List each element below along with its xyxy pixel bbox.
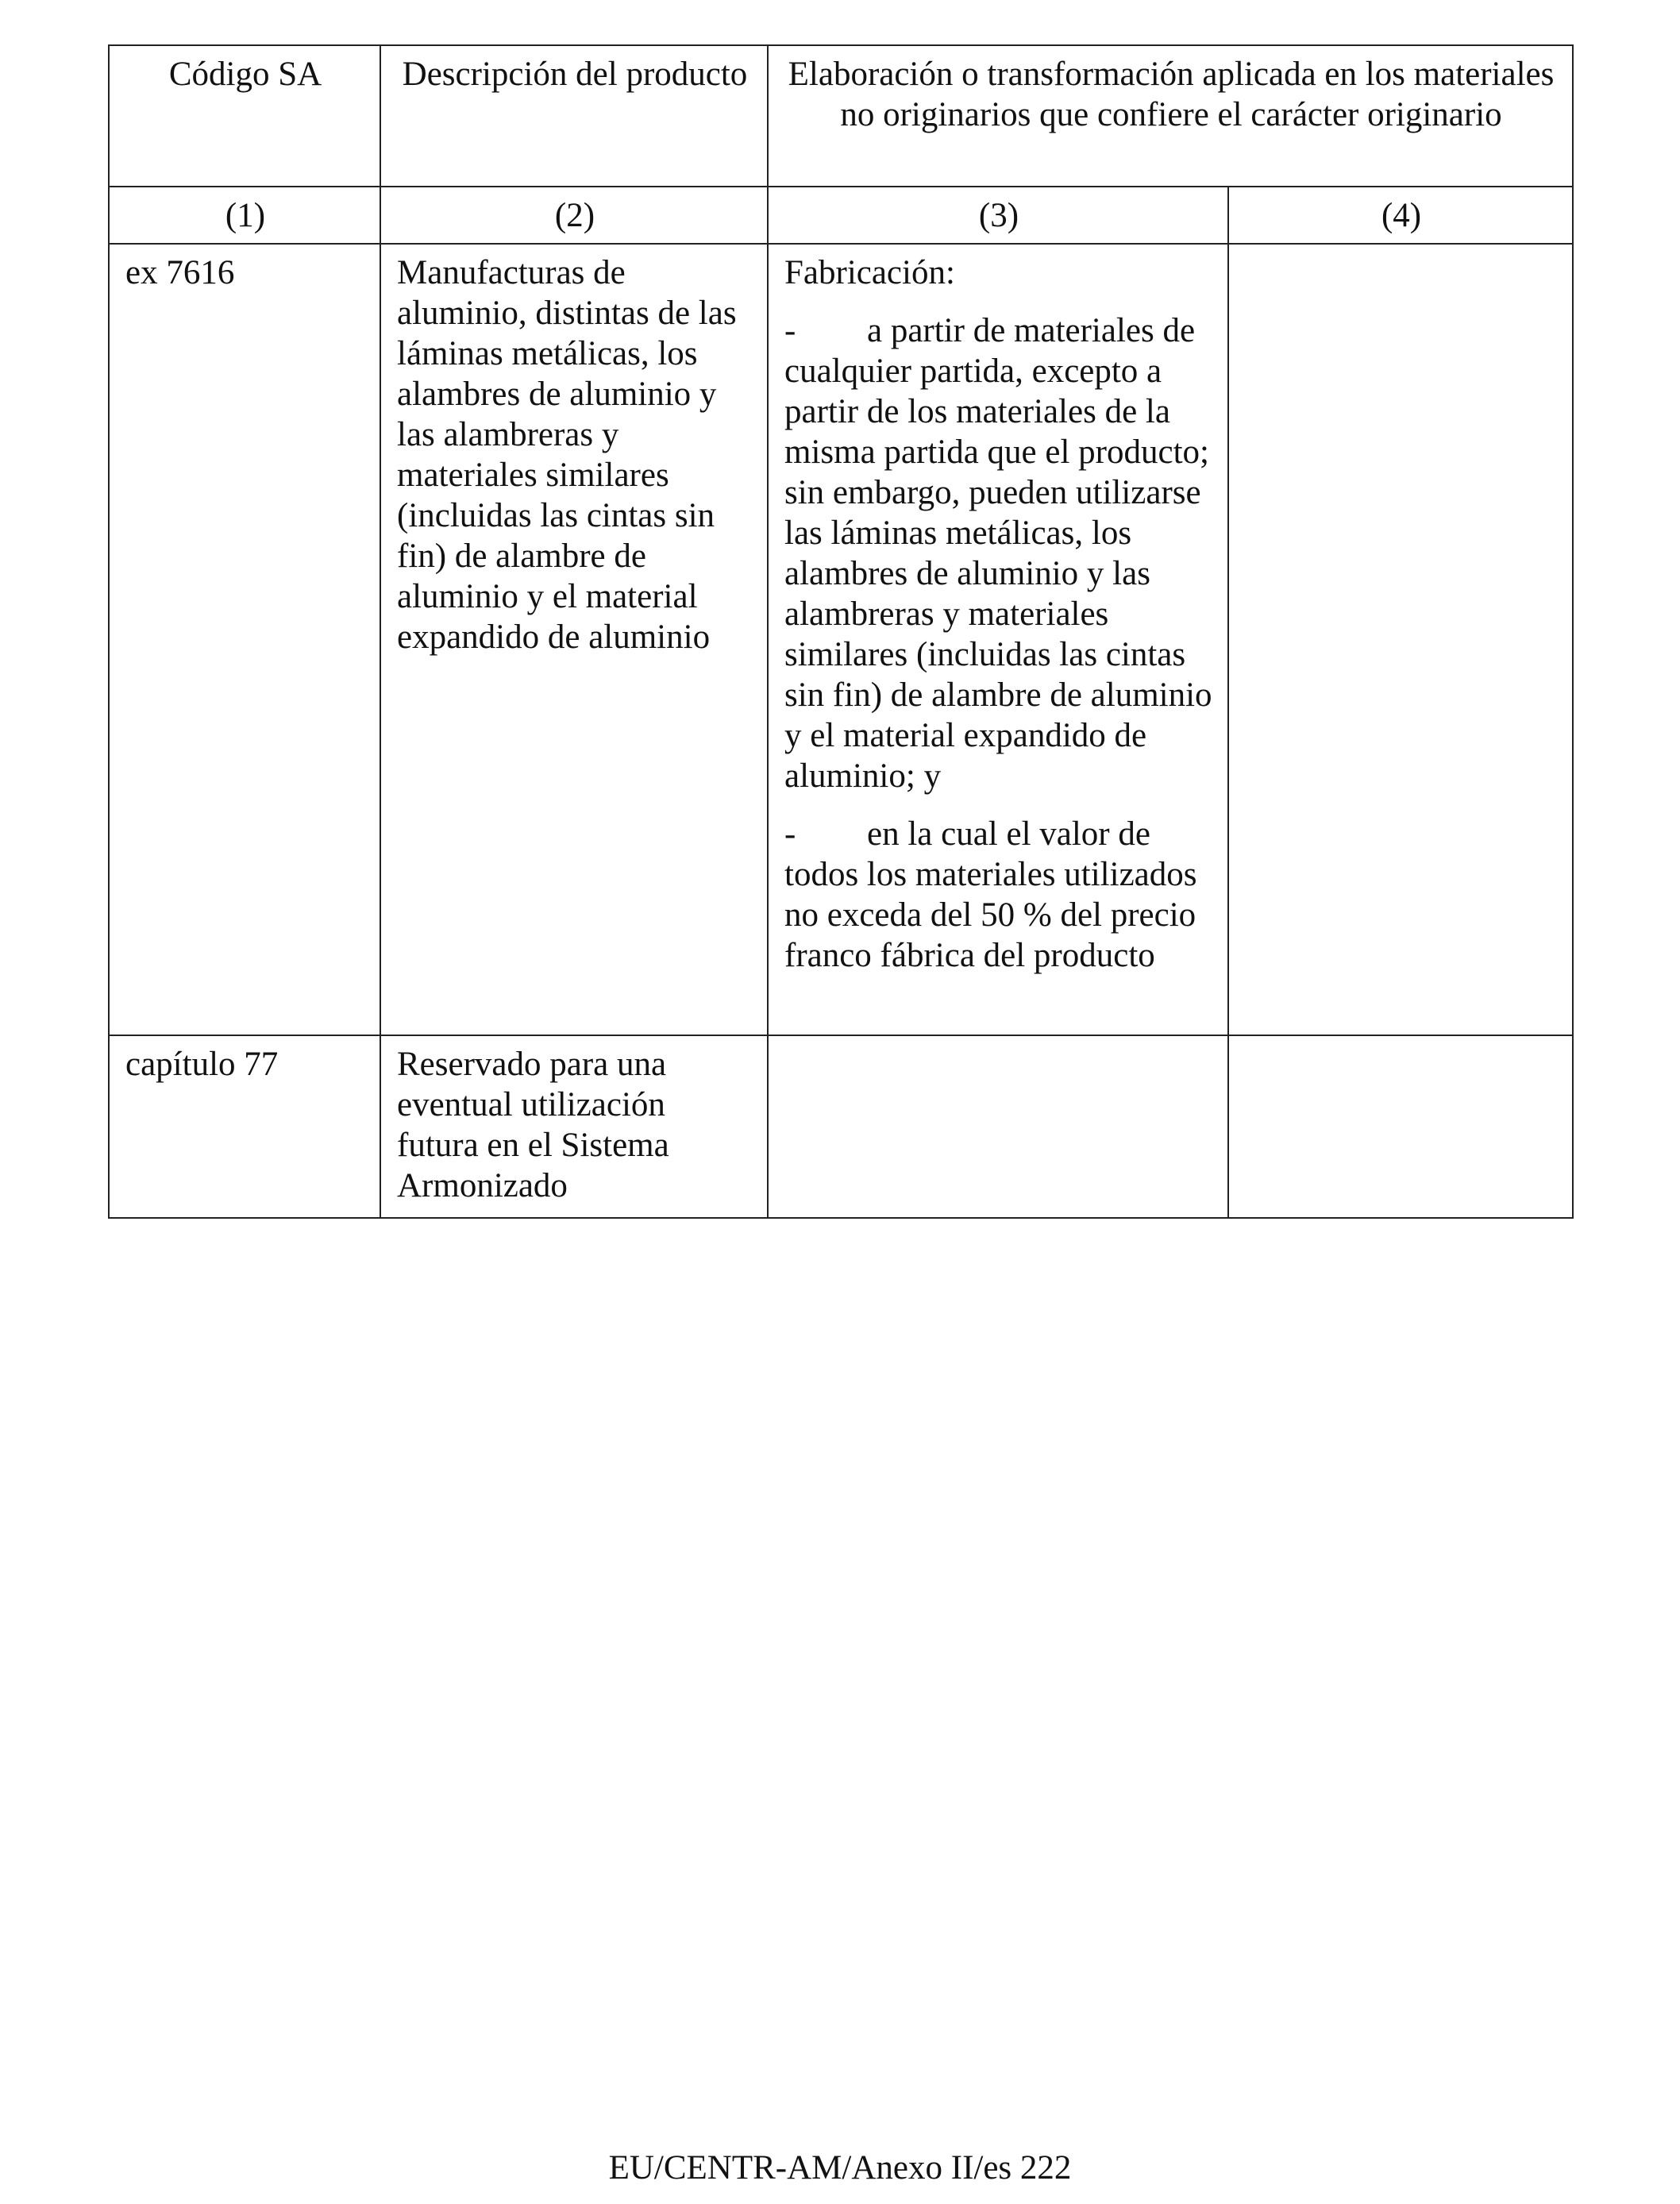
origin-rules-table	[108, 44, 1574, 1219]
column-number-2: (2)	[380, 187, 768, 244]
header-processing-rule: Elaboración o transformación aplicada en los materiales no originarios que confiere el carácter originario	[768, 45, 1573, 187]
header-product-description: Descripción del producto	[380, 45, 768, 187]
table-row	[109, 244, 1573, 1035]
column-number-3: (3)	[768, 187, 1228, 244]
page-footer-reference: EU/CENTR-AM/Anexo II/es 222	[608, 2149, 1072, 2187]
product-description-cell: Reservado para una eventual utilización futura en el Sistema Armonizado	[380, 1035, 768, 1218]
hs-code-cell: capítulo 77	[109, 1035, 380, 1218]
rule-intro: Fabricación:	[784, 254, 955, 291]
processing-rule-cell	[768, 1035, 1228, 1218]
list-dash: -	[784, 312, 796, 349]
rule-item-text: a partir de materiales de cualquier partida, excepto a partir de los materiales de la misma partida que el producto; sin embargo, pueden utilizarse las láminas metálicas, los alambres de aluminio y las alambreras y materiales similares (incluidas las cintas sin fin) de alambre de aluminio y el material expandido de aluminio; y	[784, 312, 1212, 795]
rule-item-text: en la cual el valor de todos los materiales utilizados no exceda del 50 % del precio franco fábrica del producto	[784, 815, 1197, 974]
column-number-row	[109, 187, 1573, 244]
processing-rule-cell	[768, 244, 1228, 1035]
column-number-4: (4)	[1228, 187, 1573, 244]
column-4-cell	[1228, 1035, 1573, 1218]
column-4-cell	[1228, 244, 1573, 1035]
rule-item	[784, 814, 1213, 976]
table-header-row	[109, 45, 1573, 187]
product-description-cell: Manufacturas de aluminio, distintas de las láminas metálicas, los alambres de aluminio y las alambreras y materiales similares (incluidas las cintas sin fin) de alambre de aluminio y el material expandido de aluminio	[380, 244, 768, 1035]
rule-item	[784, 310, 1213, 796]
list-dash: -	[784, 815, 796, 853]
header-hs-code: Código SA	[109, 45, 380, 187]
table-row	[109, 1035, 1573, 1218]
hs-code-cell: ex 7616	[109, 244, 380, 1035]
column-number-1: (1)	[109, 187, 380, 244]
